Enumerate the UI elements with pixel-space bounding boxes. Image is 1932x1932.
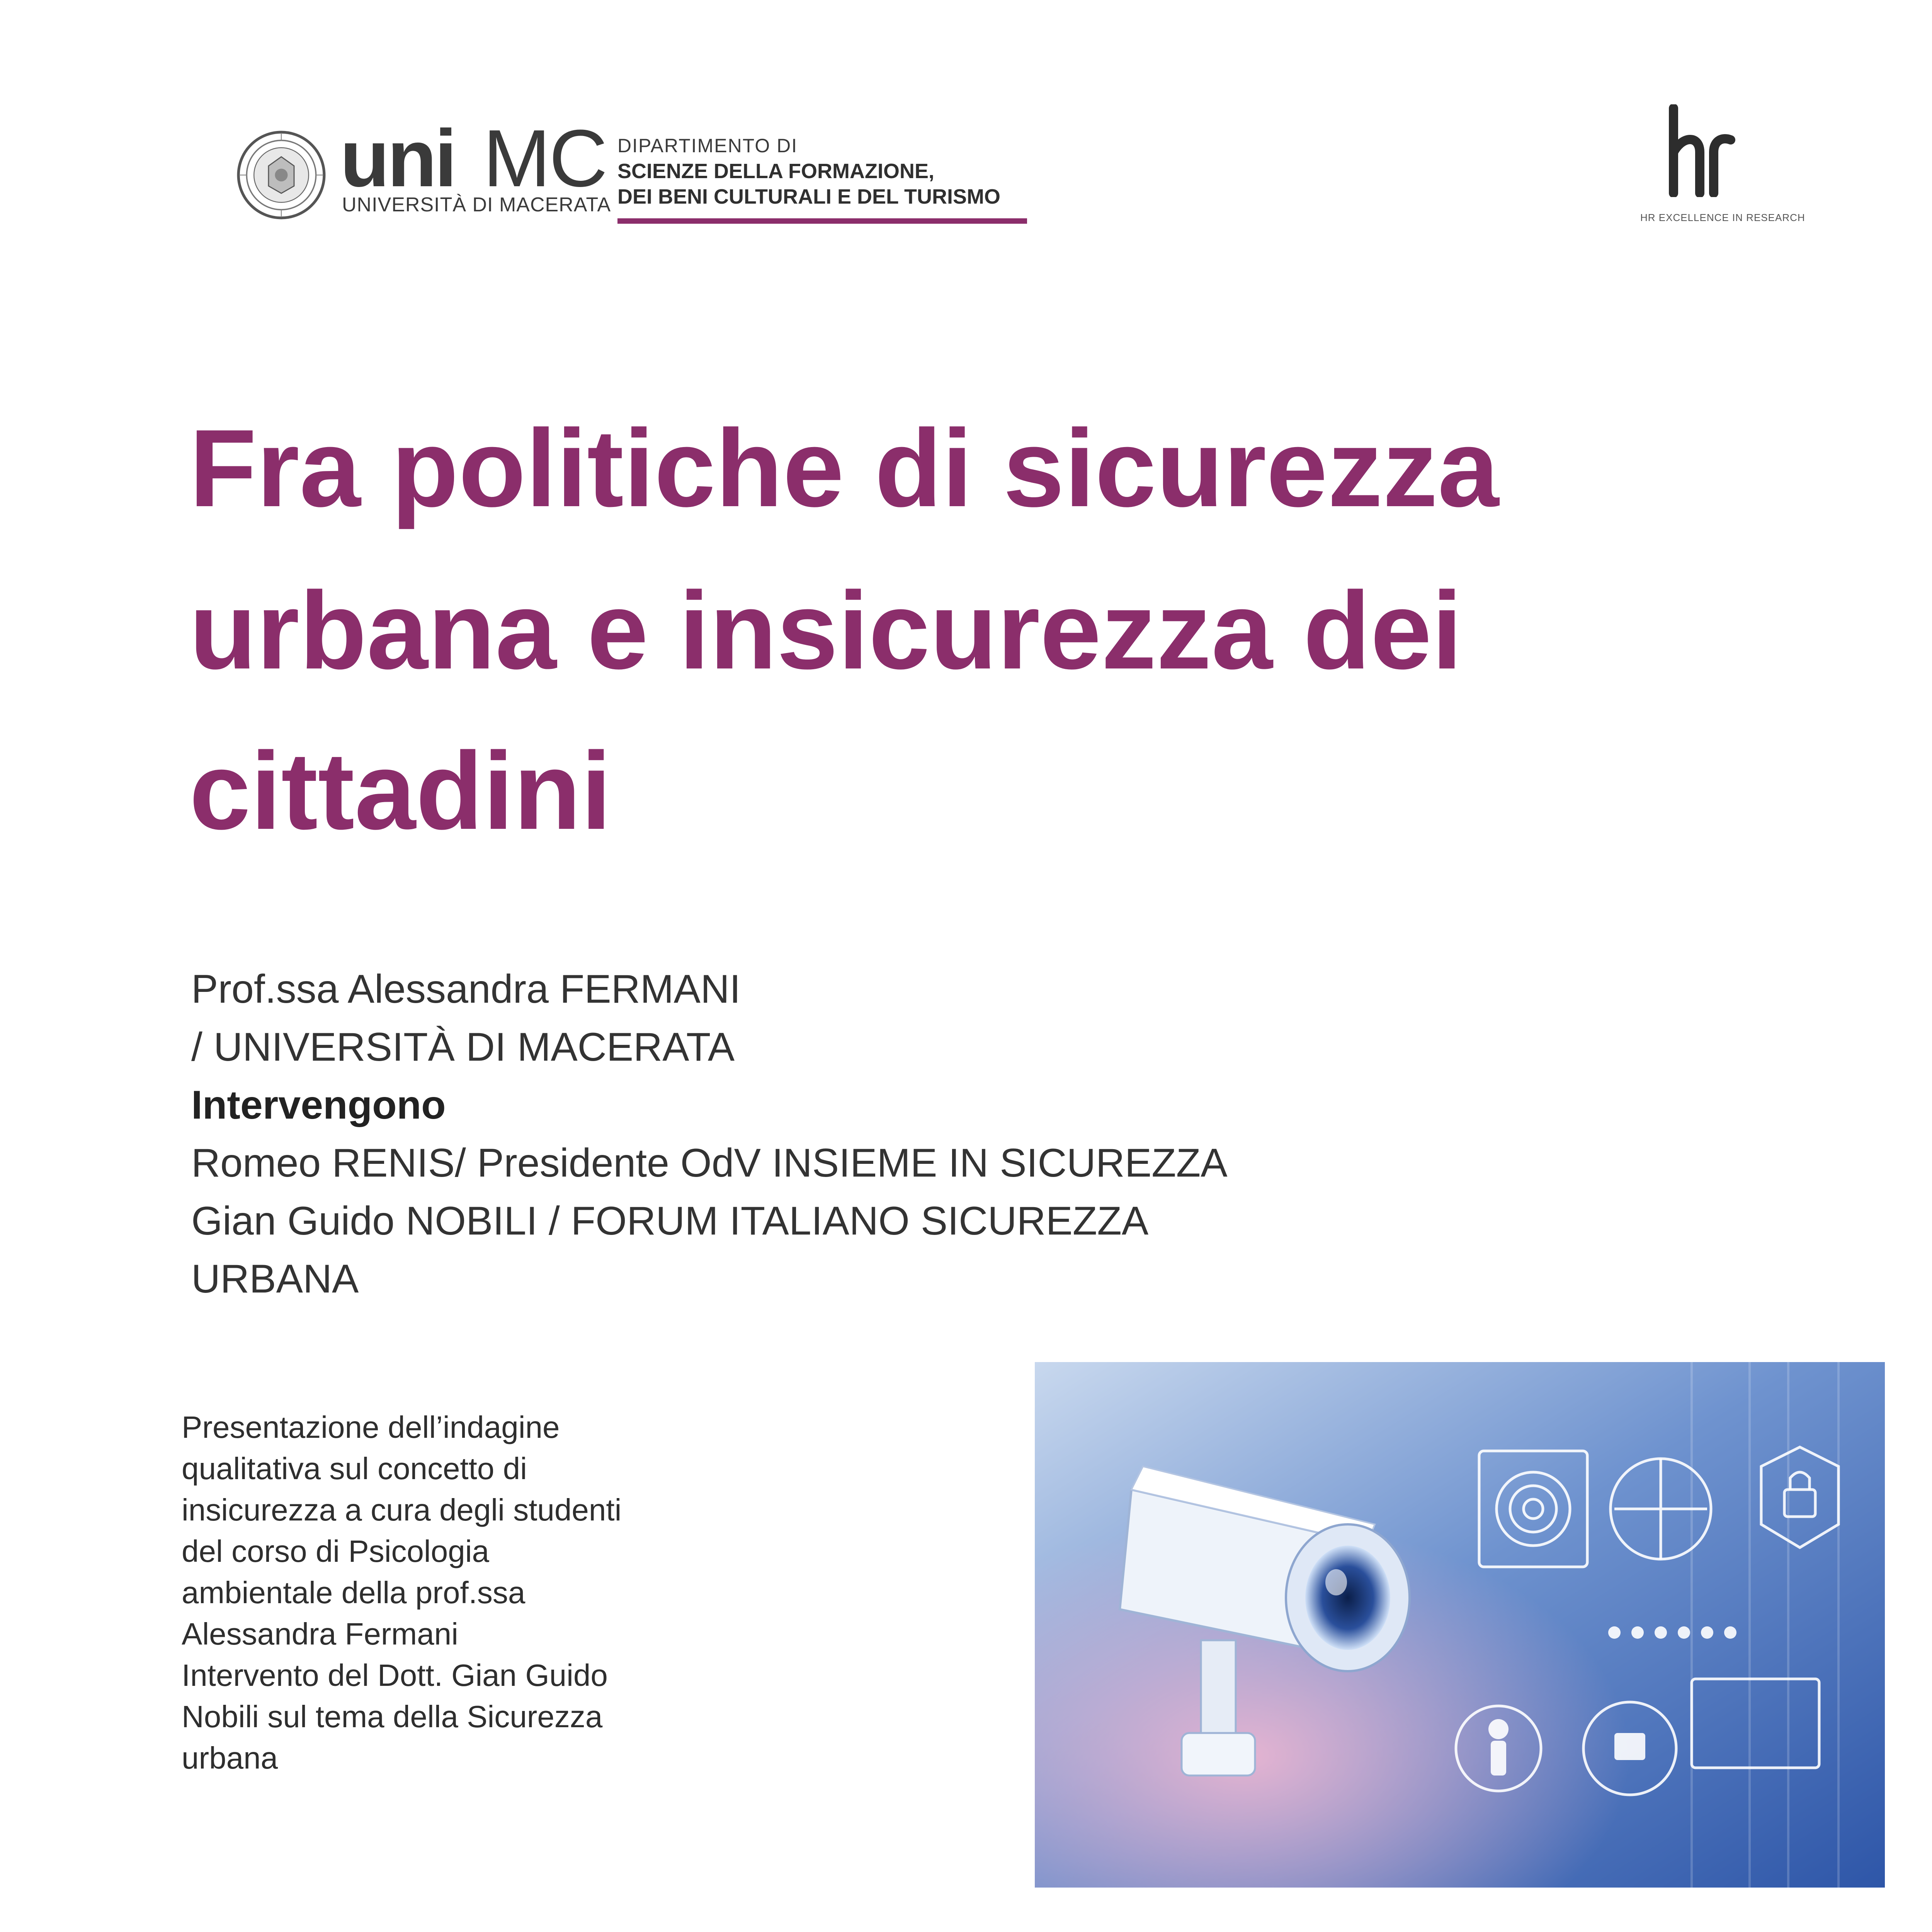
hr-caption: HR EXCELLENCE IN RESEARCH [1640, 212, 1805, 223]
speaker-line-6: URBANA [191, 1257, 359, 1301]
description-line: ambientale della prof.ssa [182, 1575, 526, 1610]
title-line-3: cittadini [189, 730, 612, 852]
university-seal-icon [236, 129, 327, 221]
description-line: Intervento del Dott. Gian Guido [182, 1658, 608, 1692]
brand-subtitle: UNIVERSITÀ DI MACERATA [342, 194, 611, 216]
description-line: qualitativa sul concetto di [182, 1451, 527, 1486]
brand-mc: MC [483, 113, 606, 204]
hr-excellence-logo [1660, 104, 1737, 197]
description-line: Nobili sul tema della Sicurezza [182, 1699, 603, 1734]
description-line: Presentazione dell’indagine [182, 1410, 560, 1444]
description-line: urbana [182, 1741, 278, 1775]
speaker-line-1: Prof.ssa Alessandra FERMANI [191, 967, 741, 1012]
department-line-3: DEI BENI CULTURALI E DEL TURISMO [617, 185, 1001, 208]
description-line: Alessandra Fermani [182, 1617, 458, 1651]
title-line-2: urbana e insicurezza dei [189, 569, 1463, 692]
description-line: del corso di Psicologia [182, 1534, 489, 1568]
title-line-1: Fra politiche di sicurezza [189, 407, 1499, 530]
department-line-1: DIPARTIMENTO DI [617, 135, 798, 156]
department-line-2: SCIENZE DELLA FORMAZIONE, [617, 160, 934, 183]
speaker-line-5: Gian Guido NOBILI / FORUM ITALIANO SICUREZZA [191, 1199, 1149, 1243]
speaker-line-2: / UNIVERSITÀ DI MACERATA [191, 1025, 735, 1070]
speaker-line-4: Romeo RENIS/ Presidente OdV INSIEME IN SICUREZZA [191, 1141, 1228, 1185]
speakers-heading: Intervengono [191, 1083, 446, 1128]
description-line: insicurezza a cura degli studenti [182, 1493, 622, 1527]
brand-uni: uni [340, 113, 455, 204]
description [182, 1406, 665, 1779]
department-underline [617, 218, 1027, 224]
security-camera-illustration [1035, 1362, 1885, 1888]
